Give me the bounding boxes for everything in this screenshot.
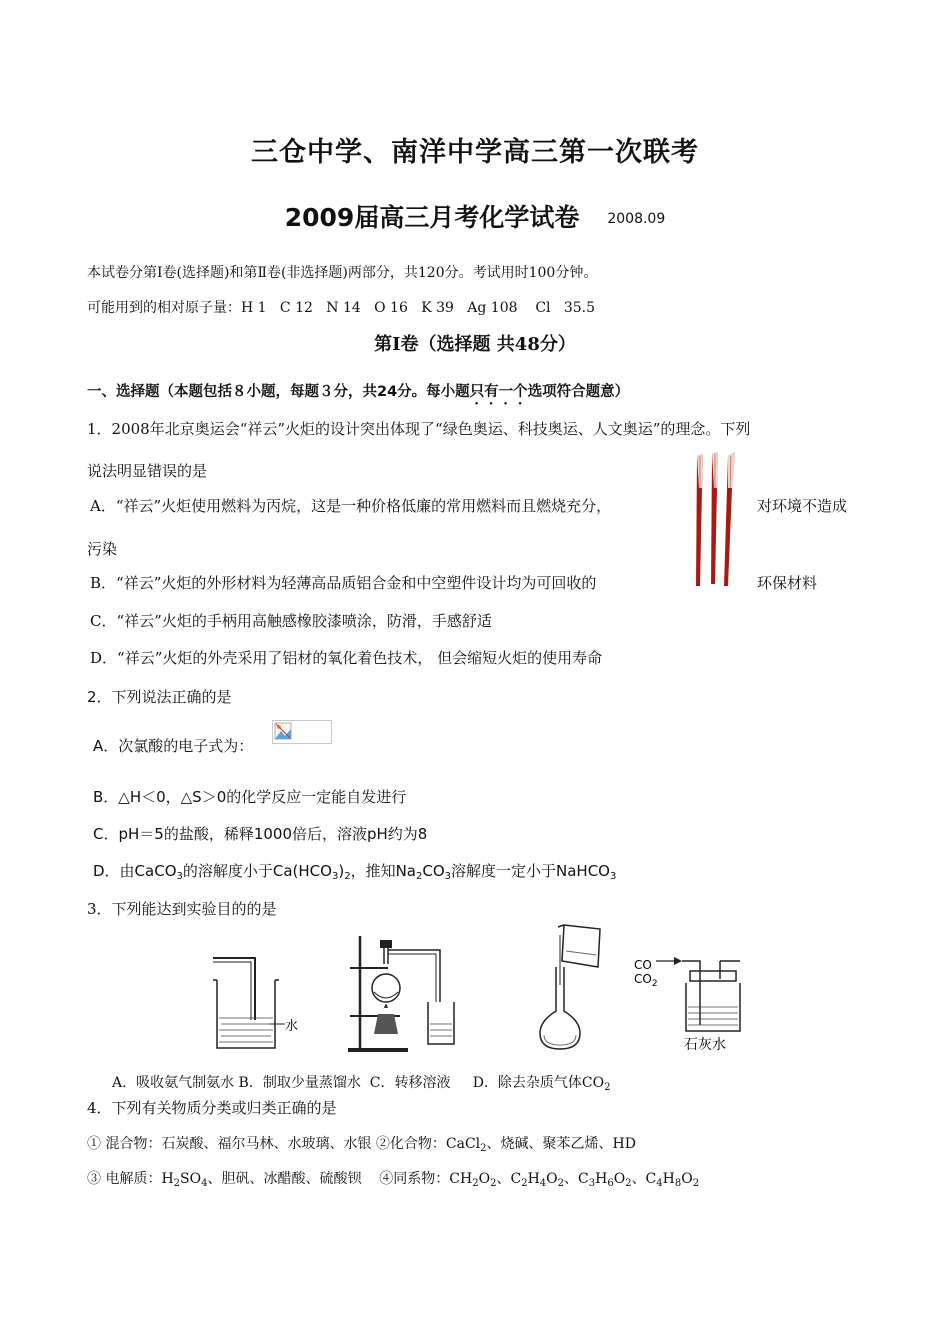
q4-l2-sub: 2	[557, 1178, 565, 1189]
q1-option-b: B．“祥云”火炬的外形材料为轻薄高品质铝合金和中空塑件设计均为可回收的	[90, 574, 597, 592]
section-emphasis: 只有一个	[469, 384, 528, 400]
section-prefix: 一、选择题（本题包括８小题，每题３分，共24分。每小题	[87, 384, 470, 400]
q1-option-a-cont: 污染	[87, 540, 118, 558]
q1-option-a-tail: 对环境不造成	[757, 497, 848, 515]
q4-l2-text: SO	[180, 1171, 202, 1187]
q4-l2-sub: 2	[692, 1178, 700, 1189]
q2-d-text: )	[338, 862, 345, 880]
exam-subtitle	[0, 198, 950, 234]
apparatus-b-distillation	[340, 932, 470, 1057]
electron-formula-image	[272, 720, 332, 744]
q4-l2-text: 、C	[564, 1171, 589, 1187]
q4-l2-text: 、胆矾、冰醋酸、硫酸钡 ④同系物：CH	[207, 1171, 473, 1187]
q4-l2-text: O	[613, 1171, 626, 1187]
torch-2	[711, 452, 718, 584]
q1-option-a: A．“祥云”火炬使用燃料为丙烷，这是一种价格低廉的常用燃料而且燃烧充分，	[90, 497, 612, 515]
q4-l2-text: O	[681, 1171, 693, 1187]
broken-image-icon	[273, 721, 293, 741]
q2-d-sub: 3	[176, 871, 183, 882]
q4-l2-text: O	[478, 1171, 491, 1187]
q4-l2-text: H	[595, 1171, 608, 1187]
q4-line2	[87, 1168, 699, 1189]
q4-l2-sub: 2	[472, 1178, 479, 1189]
co2-label	[634, 972, 658, 989]
q4-l1-sub: 2	[480, 1143, 487, 1154]
q2-option-c: C．pH＝5的盐酸，稀释1000倍后，溶液pH约为8	[93, 825, 428, 843]
q3-stem: 3．下列能达到实验目的的是	[87, 900, 277, 918]
q4-l1-text: 、烧碱、聚苯乙烯、HD	[486, 1136, 636, 1152]
q4-l2-sub: 3	[588, 1178, 596, 1189]
lime-water-label: 石灰水	[684, 1037, 726, 1053]
apparatus-a-ammonia-absorption	[205, 950, 305, 1060]
q2-d-sub: 3	[331, 871, 339, 882]
apparatus-d-gas-washing	[630, 955, 750, 1055]
q2-d-text: ，推知Na	[350, 862, 416, 880]
q2-d-sub: 2	[415, 871, 423, 882]
co2-sub: 2	[651, 979, 658, 989]
q4-l2-sub: 2	[521, 1178, 528, 1189]
co2-text: CO	[634, 972, 652, 986]
q1-stem-line1: 1．2008年北京奥运会“祥云”火炬的设计突出体现了“绿色奥运、科技奥运、人文奥运”的理念。下列	[87, 420, 751, 438]
q4-l2-text: H	[662, 1171, 675, 1187]
q2-d-sub: 3	[444, 871, 452, 882]
q3-options	[112, 1072, 611, 1093]
section-heading	[87, 380, 629, 408]
part1-title: 第Ⅰ卷（选择题 共48分）	[374, 334, 576, 355]
q2-d-sub: 2	[344, 871, 351, 882]
torch-image	[688, 448, 748, 588]
q4-l2-sub: 8	[674, 1178, 682, 1189]
q2-d-text: 的溶解度小于Ca(HCO	[182, 862, 332, 880]
q3-options-sub: 2	[604, 1082, 611, 1093]
q4-l2-sub: 6	[607, 1178, 614, 1189]
q4-l2-text: 、C	[496, 1171, 522, 1187]
water-label: 水	[285, 1019, 299, 1034]
q4-l2-text: O	[546, 1171, 558, 1187]
q2-stem: 2．下列说法正确的是	[87, 688, 232, 706]
q1-stem-line2: 说法明显错误的是	[87, 462, 208, 480]
q2-d-text: 溶解度一定小于NaHCO	[451, 862, 610, 880]
q2-d-text: D．由CaCO	[93, 862, 177, 880]
q1-option-d: D．“祥云”火炬的外壳采用了铝材的氧化着色技术， 但会缩短火炬的使用寿命	[90, 649, 603, 667]
exam-title: 三仓中学、南洋中学高三第一次联考	[251, 137, 699, 168]
q4-l2-sub: 4	[539, 1178, 547, 1189]
q1-option-c: C．“祥云”火炬的手柄用高触感橡胶漆喷涂，防滑，手感舒适	[90, 612, 492, 630]
apparatus-c-transfer-solution	[530, 915, 620, 1055]
q4-line1	[87, 1133, 636, 1154]
q2-d-text: CO	[422, 862, 445, 880]
q4-l2-sub: 4	[656, 1178, 663, 1189]
q4-l2-sub: 2	[490, 1178, 497, 1189]
q4-l2-sub: 2	[173, 1178, 181, 1189]
exam-date: 2008.09	[607, 211, 666, 227]
q3-options-text: A．吸收氨气制氨水 B．制取少量蒸馏水 C．转移溶液 D．除去杂质气体CO	[112, 1075, 605, 1091]
intro-line-1: 本试卷分第Ⅰ卷(选择题)和第Ⅱ卷(非选择题)两部分，共120分。考试用时100分钟。	[87, 265, 598, 281]
q4-l1-text: ① 混合物：石炭酸、福尔马林、水玻璃、水银 ②化合物：CaCl	[87, 1136, 481, 1152]
q4-l2-text: H	[527, 1171, 540, 1187]
torch-1	[696, 454, 703, 586]
section-suffix: 选项符合题意）	[527, 384, 630, 400]
subtitle-text: 2009届高三月考化学试卷	[284, 203, 580, 232]
q4-l2-text: ③ 电解质：H	[87, 1171, 174, 1187]
q4-l2-sub: 4	[201, 1178, 208, 1189]
q4-stem: 4．下列有关物质分类或归类正确的是	[87, 1099, 337, 1117]
q4-l2-sub: 2	[625, 1178, 632, 1189]
q1-option-b-tail: 环保材料	[757, 574, 818, 592]
co-label: CO	[634, 958, 652, 972]
atomic-masses: 可能用到的相对原子量：H 1 C 12 N 14 O 16 K 39 Ag 108 Cl 35.5	[87, 300, 596, 316]
q4-l2-text: 、C	[631, 1171, 657, 1187]
q2-d-sub: 3	[610, 871, 617, 882]
q2-option-b: B．△H＜0，△S＞0的化学反应一定能自发进行	[93, 788, 407, 806]
q2-option-d	[93, 860, 616, 882]
q2-option-a: A．次氯酸的电子式为：	[93, 737, 254, 755]
torch-3	[724, 452, 735, 586]
